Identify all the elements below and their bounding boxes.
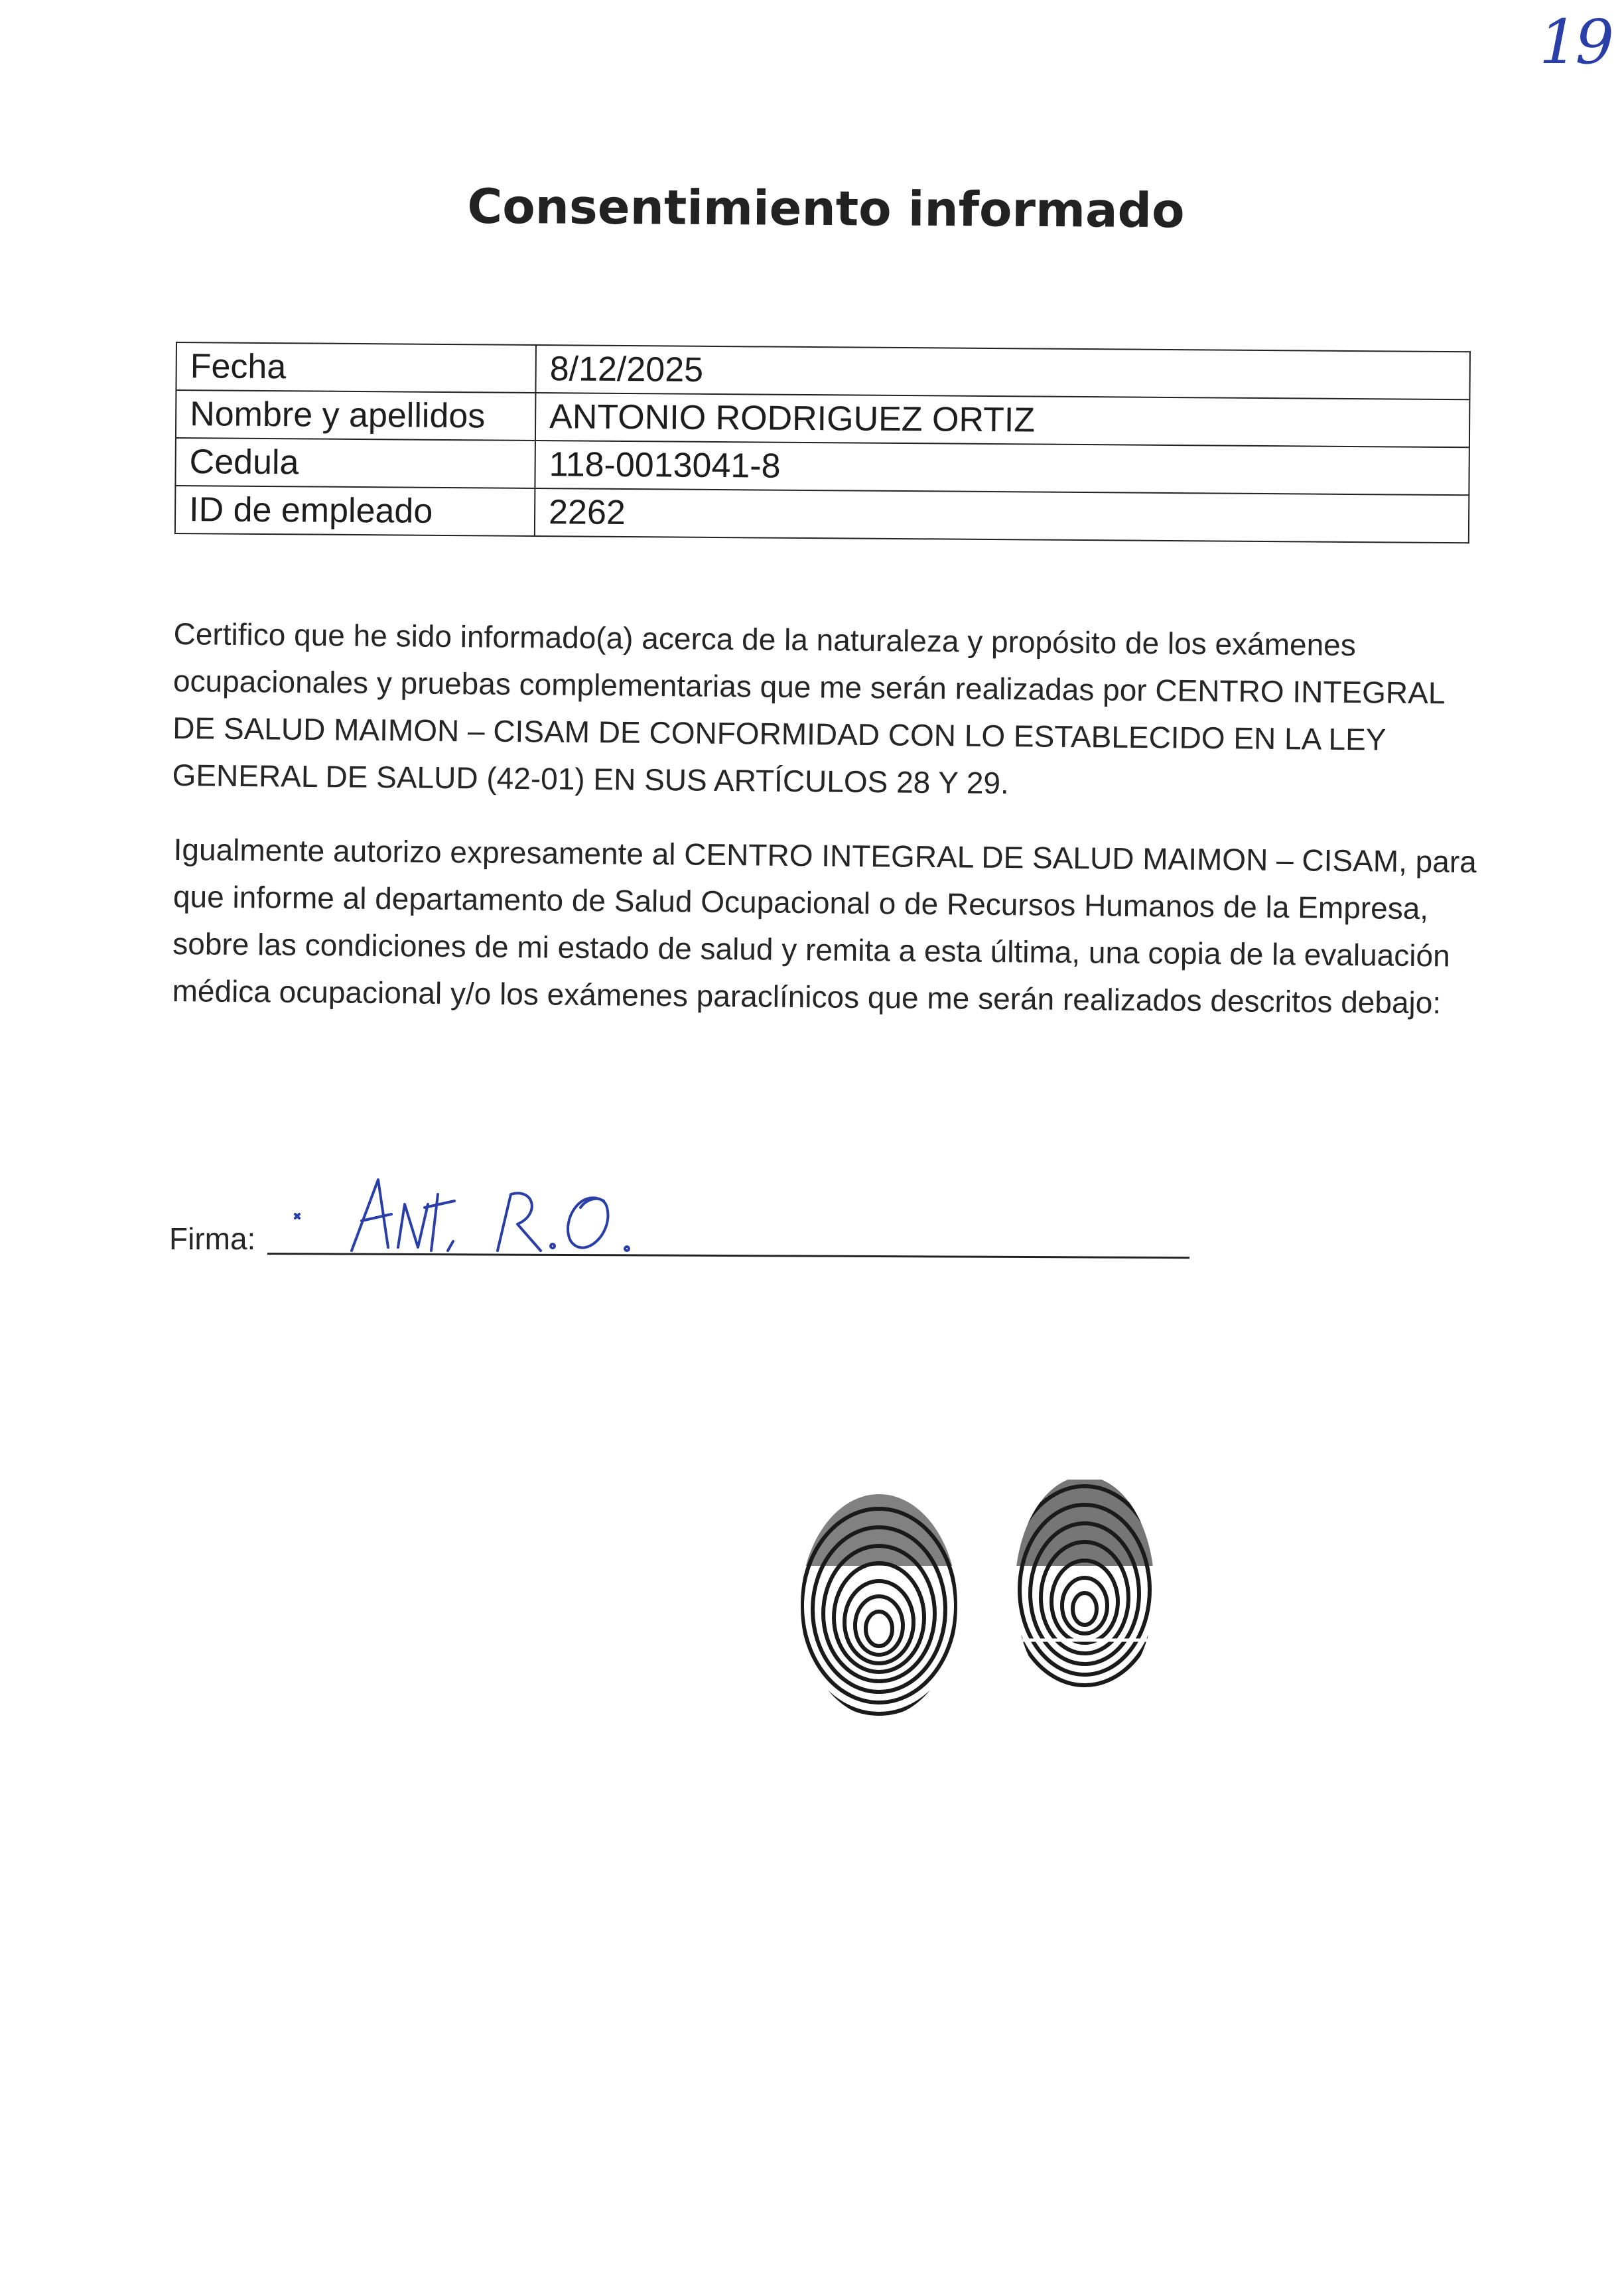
row-value-fecha: 8/12/2025 bbox=[535, 345, 1469, 399]
row-label-fecha: Fecha bbox=[176, 342, 536, 393]
authorization-paragraph: Igualmente autorizo expresamente al CENTRO INTEGRAL DE SALUD MAIMON – CISAM, para que informe al departamento de Salud Ocupacional o de Recursos Humanos de la Empresa, sobre las condiciones de mi estado de salud y remita a esta última, una copia de la evaluación médica ocupacional y/o los exámenes paraclínicos que me serán realizados descritos debajo: bbox=[172, 831, 1477, 1020]
fingerprints bbox=[763, 1466, 1187, 1752]
document-title: Consentimiento informado bbox=[467, 178, 1185, 239]
row-label-nombre: Nombre y apellidos bbox=[176, 390, 536, 441]
right-thumbprint-icon bbox=[1008, 1480, 1161, 1685]
row-value-id-empleado: 2262 bbox=[535, 488, 1469, 543]
certification-paragraph: Certifico que he sido informado(a) acerca de la naturaleza y propósito de los exámenes ocupacionales y pruebas complementarias que me serán realizadas por CENTRO INTEGRAL DE SALUD MAIMON – CISAM DE CONFORMIDAD CON LO ESTABLECIDO EN LA LEY GENERAL DE SALUD (42-01) EN SUS ARTÍCULOS 28 Y 29. bbox=[172, 616, 1444, 801]
handwritten-signature bbox=[269, 1168, 786, 1267]
page-number: 19 bbox=[1539, 7, 1612, 78]
left-thumbprint-icon bbox=[789, 1491, 969, 1714]
personal-info-table bbox=[174, 342, 1471, 543]
row-value-cedula: 118-0013041-8 bbox=[535, 441, 1469, 495]
signature-row bbox=[169, 1168, 1191, 1267]
table-row bbox=[175, 486, 1469, 543]
signature-label: Firma: bbox=[169, 1221, 256, 1256]
row-label-cedula: Cedula bbox=[175, 438, 535, 488]
row-value-nombre: ANTONIO RODRIGUEZ ORTIZ bbox=[535, 393, 1469, 447]
row-label-id-empleado: ID de empleado bbox=[175, 486, 535, 536]
